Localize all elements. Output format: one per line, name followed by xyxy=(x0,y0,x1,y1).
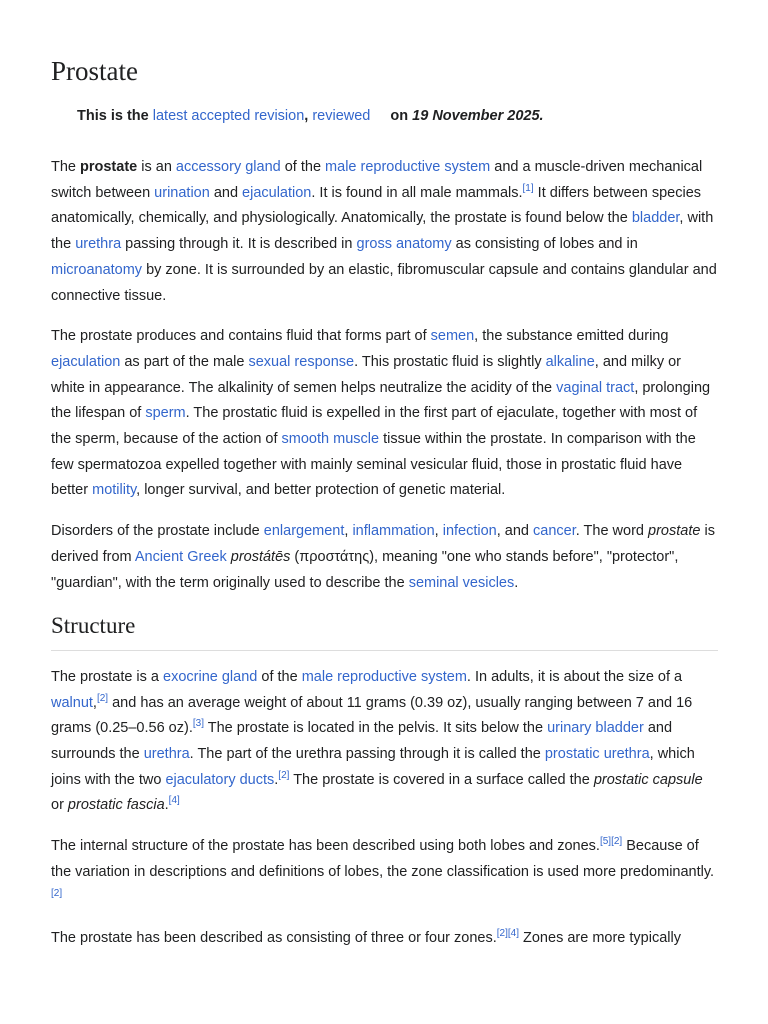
wiki-link[interactable]: bladder xyxy=(631,210,680,227)
revision-date: 19 November 2025. xyxy=(412,108,544,124)
bold-term: prostate xyxy=(80,159,138,175)
text-run: , xyxy=(92,694,97,711)
citation-link[interactable]: [5] xyxy=(599,836,612,848)
intro-paragraph-3 xyxy=(51,519,718,596)
citation-link[interactable]: [2] xyxy=(278,769,290,781)
text-run: by zone. It is surrounded by an elastic, fibromuscular capsule and contains glandular and connective tissue. xyxy=(51,261,717,304)
wiki-link[interactable]: Ancient Greek xyxy=(134,548,227,565)
wiki-link[interactable]: smooth muscle xyxy=(281,431,380,448)
text-run: Zones are more typically xyxy=(518,930,681,947)
text-run: or xyxy=(51,797,68,814)
text-run: The prostate produces and contains fluid that forms part of xyxy=(51,328,431,345)
text-run: (προστάτης), meaning "one who stands before", "protector", "guardian", with the term originally used to describe the xyxy=(51,548,679,591)
text-run: . The prostatic fluid is expelled in the first part of ejaculate, together with most of the sperm, because of the action of xyxy=(51,405,698,448)
structure-paragraph-3 xyxy=(51,926,718,952)
wiki-link[interactable]: sperm xyxy=(145,405,186,422)
text-run: and xyxy=(209,184,243,201)
wiki-link[interactable]: motility xyxy=(92,482,137,499)
text-run: , the substance emitted during xyxy=(474,328,669,345)
text-run: , xyxy=(434,523,443,540)
text-run: . In adults, it is about the size of a xyxy=(466,668,683,685)
wiki-link[interactable]: semen xyxy=(430,328,475,345)
structure-paragraph-1 xyxy=(51,665,718,819)
wiki-link[interactable]: walnut xyxy=(51,694,93,711)
latest-revision-link[interactable]: latest accepted revision xyxy=(152,108,305,124)
revision-prefix: This is the xyxy=(77,108,149,124)
italic-term: prostátēs xyxy=(230,548,291,565)
wiki-link[interactable]: ejaculatory ducts xyxy=(165,771,275,788)
text-run: Disorders of the prostate include xyxy=(51,523,264,540)
text-run: tissue within the prostate. In comparison with the few spermatozoa expelled together with mainly seminal vesicular fluid, those in prostatic fluid have better xyxy=(51,431,696,499)
wiki-link[interactable]: seminal vesicles xyxy=(408,574,515,591)
wiki-link[interactable]: gross anatomy xyxy=(356,236,452,253)
wiki-link[interactable]: urination xyxy=(154,184,210,201)
text-run: The prostate is located in the pelvis. It sits below the xyxy=(203,720,548,737)
citation-link[interactable]: [4] xyxy=(507,928,519,940)
citation-ref xyxy=(97,693,108,704)
citation-link[interactable]: [4] xyxy=(168,795,180,807)
citation-ref xyxy=(508,928,519,939)
citation-ref xyxy=(523,183,534,194)
revision-on: on xyxy=(390,108,409,124)
text-run: of the xyxy=(257,668,302,685)
wiki-link[interactable]: male reproductive system xyxy=(301,668,467,685)
intro-paragraph-1 xyxy=(51,155,718,309)
wiki-link[interactable]: ejaculation xyxy=(242,184,312,201)
italic-term: prostatic fascia xyxy=(67,797,165,814)
text-run: , with the xyxy=(51,210,714,253)
citation-link[interactable]: [2] xyxy=(611,836,623,848)
wiki-link[interactable]: urethra xyxy=(143,746,190,763)
text-run: . It is found in all male mammals. xyxy=(311,184,523,201)
text-run: . xyxy=(514,574,519,591)
wiki-link[interactable]: urethra xyxy=(75,236,122,253)
text-run: , longer survival, and better protection of genetic material. xyxy=(136,482,506,499)
citation-ref xyxy=(51,888,62,899)
text-run: , and xyxy=(496,523,534,540)
text-run: It differs between species anatomically, chemically, and physiologically. Anatomically, the prostate is found below the xyxy=(51,184,702,227)
citation-link[interactable]: [2] xyxy=(496,928,508,940)
wiki-link[interactable]: vaginal tract xyxy=(556,379,635,396)
italic-term: prostate xyxy=(648,523,701,540)
structure-paragraph-2 xyxy=(51,834,718,911)
text-run: as part of the male xyxy=(120,353,249,370)
wiki-link[interactable]: exocrine gland xyxy=(163,668,258,685)
text-run: and a muscle-driven mechanical switch between xyxy=(51,159,703,201)
wiki-link[interactable]: accessory gland xyxy=(175,159,281,175)
wiki-link[interactable]: ejaculation xyxy=(51,353,121,370)
italic-term: prostatic capsule xyxy=(593,771,703,788)
citation-ref xyxy=(497,928,508,939)
wiki-link[interactable]: enlargement xyxy=(263,523,345,540)
revision-notice xyxy=(77,108,544,124)
text-run: passing through it. It is described in xyxy=(121,236,357,253)
wiki-link[interactable]: sexual response xyxy=(248,353,355,370)
wiki-link[interactable]: male reproductive system xyxy=(325,159,491,175)
citation-ref xyxy=(611,836,622,847)
wiki-link[interactable]: urinary bladder xyxy=(547,720,644,737)
text-run: and surrounds the xyxy=(51,720,673,763)
page-title: Prostate xyxy=(51,56,138,86)
text-run: The xyxy=(51,159,81,175)
text-run: . The part of the urethra passing through it is called the xyxy=(189,746,545,763)
text-run: The internal structure of the prostate has been described using both lobes and zones. xyxy=(51,838,600,855)
wiki-link[interactable]: cancer xyxy=(533,523,576,540)
text-run: of the xyxy=(280,159,326,175)
citation-ref xyxy=(193,719,204,730)
text-run: . xyxy=(274,771,279,788)
intro-paragraph-2 xyxy=(51,324,718,504)
text-run: Because of the variation in descriptions and definitions of lobes, the zone classification is used more predominantly. xyxy=(51,838,715,880)
text-run: is an xyxy=(137,159,176,175)
text-run: . xyxy=(164,797,169,814)
text-run: is derived from xyxy=(51,523,715,565)
text-run: and has an average weight of about 11 grams (0.39 oz), usually ranging between 7 and 16 grams (0.25–0.56 oz). xyxy=(51,694,693,737)
text-run: . This prostatic fluid is slightly xyxy=(354,353,546,370)
text-run: . The word xyxy=(575,523,649,540)
citation-link[interactable]: [2] xyxy=(96,692,109,704)
citation-link[interactable]: [1] xyxy=(522,182,534,194)
article-body xyxy=(51,155,718,967)
reviewed-link[interactable]: reviewed xyxy=(312,108,371,124)
citation-link[interactable]: [2] xyxy=(51,887,63,899)
revision-comma: , xyxy=(304,108,309,124)
citation-ref xyxy=(169,796,180,807)
text-run: , and milky or white in appearance. The alkalinity of semen helps neutralize the acidity of the xyxy=(51,353,682,396)
text-run: as consisting of lobes and in xyxy=(451,236,638,253)
wiki-link[interactable]: microanatomy xyxy=(51,261,143,278)
text-run: The prostate is covered in a surface called the xyxy=(289,771,594,788)
wiki-link[interactable]: inflammation xyxy=(352,523,435,540)
text-run: The prostate is a xyxy=(51,668,164,685)
wiki-link[interactable]: infection xyxy=(442,523,497,540)
text-run: , prolonging the lifespan of xyxy=(51,379,711,422)
citation-link[interactable]: [3] xyxy=(192,718,204,730)
wiki-link[interactable]: prostatic urethra xyxy=(544,746,650,763)
citation-ref xyxy=(600,836,611,847)
structure-heading: Structure xyxy=(51,613,718,651)
text-run: , which joins with the two xyxy=(51,746,695,788)
citation-ref xyxy=(278,770,289,781)
text-run: , xyxy=(344,523,353,540)
text-run: The prostate has been described as consisting of three or four zones. xyxy=(51,930,497,947)
wiki-link[interactable]: alkaline xyxy=(545,353,595,370)
